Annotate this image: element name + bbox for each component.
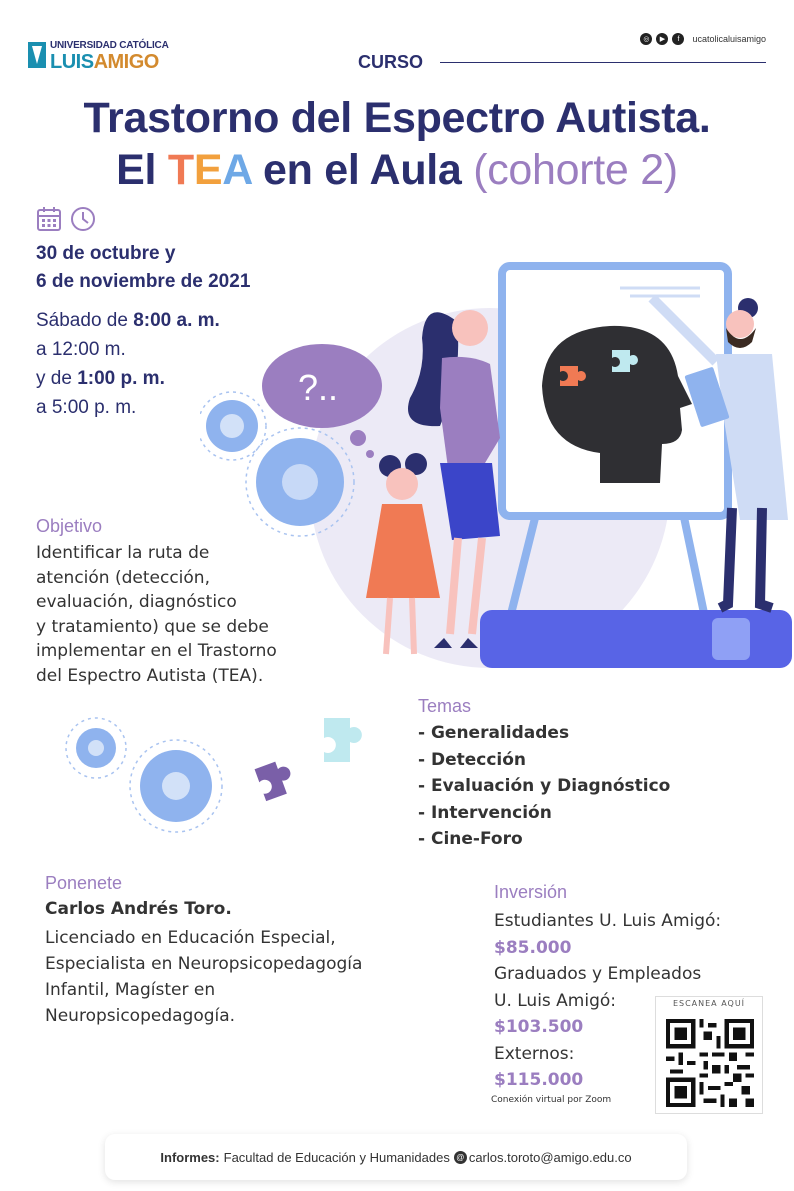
instagram-icon[interactable]: ◎ <box>640 33 652 45</box>
objetivo-line: Identificar la ruta de <box>36 543 210 563</box>
logo-amigo: AMIGO <box>93 51 159 73</box>
date-icons <box>36 206 96 232</box>
large-gear-icon <box>130 740 222 832</box>
qr-code-icon[interactable] <box>666 1019 754 1107</box>
title-en-el-aula: en el Aula <box>251 146 474 194</box>
bubble-text: ?.. <box>298 367 339 408</box>
page-title <box>0 92 794 196</box>
title-el: El <box>116 146 168 194</box>
objetivo-line: atención (detección, <box>36 567 210 588</box>
ponente-name: Carlos Andrés Toro. <box>45 899 232 919</box>
social-links <box>640 33 766 45</box>
facebook-icon[interactable]: f <box>672 33 684 45</box>
price-label-graduados-2: U. Luis Amigó: <box>494 990 617 1011</box>
ponente-heading: Ponenete <box>45 873 123 893</box>
list-item: - Generalidades <box>418 723 570 743</box>
price-estudiantes: $85.000 <box>494 937 572 958</box>
temas-list <box>418 720 670 853</box>
time-line-1 <box>36 306 220 335</box>
footer-dept: Facultad de Educación y Humanidades <box>223 1149 450 1165</box>
small-gear-icon <box>66 718 126 778</box>
objetivo-line: y tratamiento) que se debe <box>36 616 269 637</box>
university-logo <box>28 38 188 74</box>
price-label-graduados: Graduados y Empleados <box>494 964 702 984</box>
time3-pre: y de <box>36 368 78 389</box>
temas-heading: Temas <box>418 696 472 716</box>
date-line-1: 30 de octubre y <box>36 243 176 264</box>
zoom-note: Conexión virtual por Zoom <box>491 1095 612 1105</box>
date-line-2: 6 de noviembre de 2021 <box>36 271 251 292</box>
qr-code-box[interactable] <box>655 996 763 1114</box>
title-cohorte: (cohorte 2) <box>473 146 678 194</box>
ponente-bio-line: Especialista en Neuropsicopedagogía <box>45 954 363 974</box>
price-label-estudiantes: Estudiantes U. Luis Amigó: <box>494 911 722 931</box>
price-label-externos: Externos: <box>494 1043 575 1064</box>
youtube-icon[interactable]: ▶ <box>656 33 668 45</box>
objetivo-line: implementar en el Trastorno <box>36 641 277 661</box>
time1-pre: Sábado de <box>36 310 134 331</box>
ponente-bio-line: Neuropsicopedagogía. <box>45 1006 236 1026</box>
title-tea-a: A <box>222 146 252 194</box>
clock-icon <box>70 206 96 232</box>
time3-bold: 1:00 p. m. <box>77 368 165 389</box>
header-divider <box>440 62 766 63</box>
title-tea-e: E <box>193 146 223 194</box>
time-line-3 <box>36 364 220 393</box>
puzzle-piece-light-icon <box>324 718 362 762</box>
ponente-bio <box>45 925 445 1029</box>
decorative-gears-puzzles <box>60 706 390 836</box>
calendar-icon <box>36 206 62 232</box>
logo-bottom-text <box>50 51 159 74</box>
logo-luis: LUIS <box>50 51 94 73</box>
footer-contact <box>105 1134 687 1180</box>
time-line-4: a 5:00 p. m. <box>36 397 137 418</box>
list-item: - Cine-Foro <box>418 829 523 849</box>
time1-bold: 8:00 a. m. <box>133 310 220 331</box>
title-line-2 <box>0 144 794 196</box>
ponente-bio-line: Licenciado en Educación Especial, <box>45 928 336 948</box>
objetivo-heading: Objetivo <box>36 516 103 536</box>
list-item: - Detección <box>418 749 527 770</box>
social-handle[interactable]: ucatolicaluisamigo <box>692 34 766 44</box>
platform-detail <box>712 618 750 660</box>
course-schedule <box>36 306 220 422</box>
objetivo-line: del Espectro Autista (TEA). <box>36 665 264 686</box>
title-tea-t: T <box>167 146 194 194</box>
objetivo-text <box>36 541 336 688</box>
price-graduados: $103.500 <box>494 1017 584 1037</box>
objetivo-line: evaluación, diagnóstico <box>36 592 237 612</box>
mail-icon: @ <box>454 1151 467 1164</box>
logo-top-text: UNIVERSIDAD CATÓLICA <box>50 40 169 51</box>
footer-email-link[interactable]: carlos.toroto@amigo.edu.co <box>468 1149 632 1165</box>
time-line-2: a 12:00 m. <box>36 339 126 360</box>
list-item: - Intervención <box>418 802 552 823</box>
price-externos: $115.000 <box>494 1070 584 1090</box>
logo-mark-icon <box>28 42 46 68</box>
qr-label: ESCANEA AQUÍ <box>672 999 746 1008</box>
ponente-bio-line: Infantil, Magíster en <box>45 980 216 1000</box>
inversion-heading: Inversión <box>494 882 568 902</box>
title-line-1: Trastorno del Espectro Autista. <box>83 94 711 142</box>
curso-label: CURSO <box>358 52 424 72</box>
puzzle-piece-purple-icon <box>255 758 297 801</box>
footer-informes-label: Informes: <box>160 1149 220 1165</box>
list-item: - Evaluación y Diagnóstico <box>418 776 671 796</box>
